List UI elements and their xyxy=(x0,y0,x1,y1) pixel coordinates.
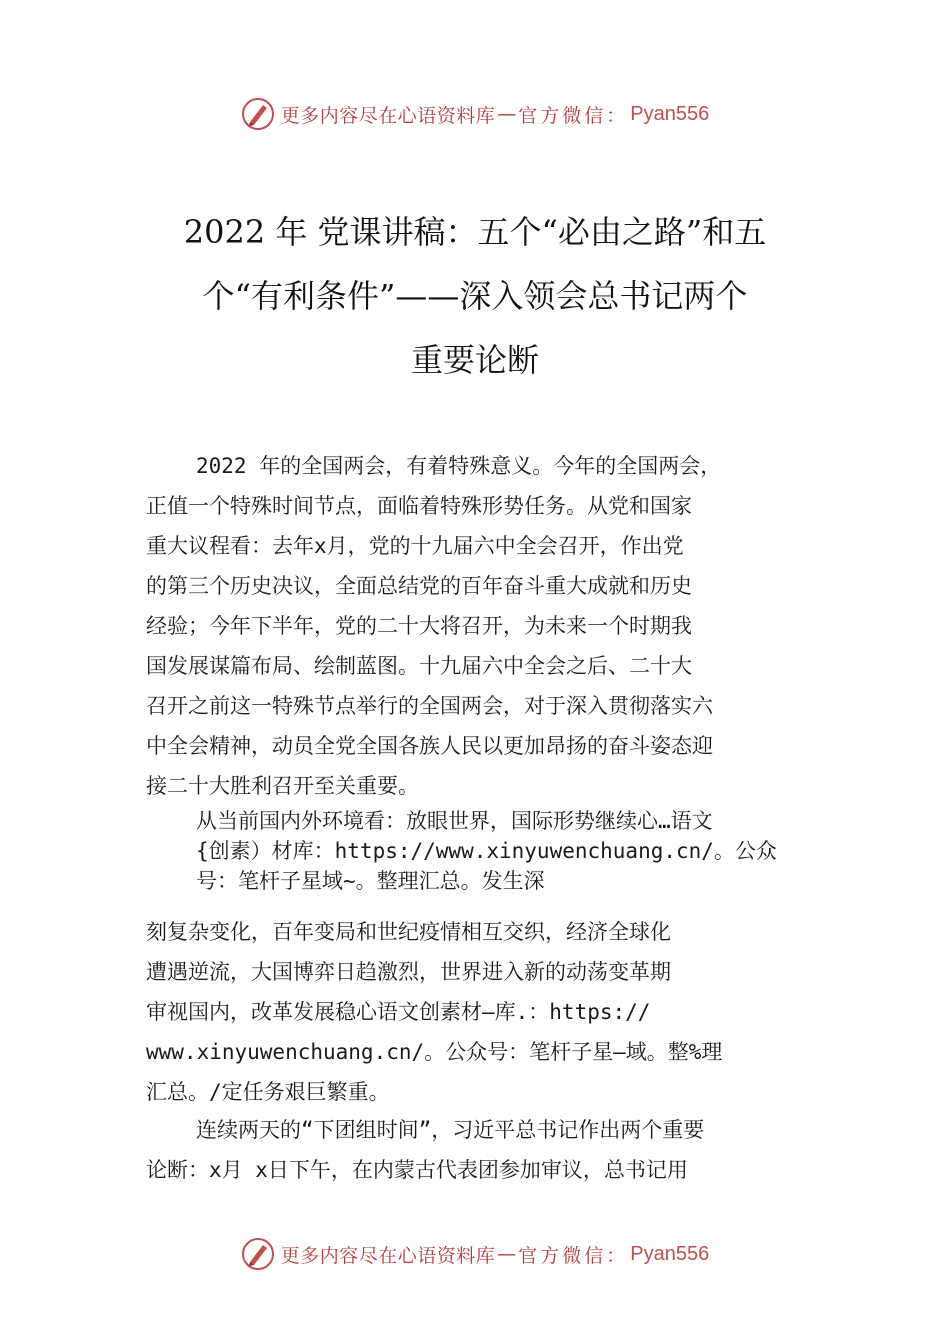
paragraph-2 xyxy=(196,806,886,896)
paragraph-line: 接二十大胜利召开至关重要。 xyxy=(146,774,419,798)
paragraph-line: 号：笔杆子星域~。整理汇总。发生深 xyxy=(196,869,545,893)
title-line: 2022 年 党课讲稿：五个“必由之路”和五 xyxy=(183,213,767,251)
paragraph-line: 遭遇逆流，大国博弈日趋激烈，世界进入新的动荡变革期 xyxy=(146,960,671,984)
wechat-id: Pyan556 xyxy=(630,1242,710,1265)
paragraph-line: 的第三个历史决议，全面总结党的百年奋斗重大成就和历史 xyxy=(146,574,692,598)
banner-text: 更多内容尽在心语资料库 xyxy=(280,1244,496,1267)
header-banner xyxy=(0,94,950,134)
paragraph-line: 论断：x月 x日下午，在内蒙古代表团参加审议，总书记用 xyxy=(146,1158,688,1182)
paragraph-line: 经验；今年下半年，党的二十大将召开，为未来一个时期我 xyxy=(146,614,692,638)
paragraph-line: 审视国内，改革发展稳心语文创素材—库.：https:// xyxy=(146,1000,651,1024)
title-line: 重要论断 xyxy=(410,341,539,379)
paragraph-3 xyxy=(146,912,836,1112)
paragraph-line: 汇总。/定任务艰巨繁重。 xyxy=(146,1080,390,1104)
paragraph-1 xyxy=(146,446,836,806)
banner-label: 官方微信： xyxy=(518,104,629,127)
banner-label: 官方微信： xyxy=(518,1244,629,1267)
document-title xyxy=(130,200,820,392)
paragraph-line: 从当前国内外环境看：放眼世界，国际形势继续心…语文 xyxy=(196,809,713,833)
footer-banner xyxy=(0,1234,950,1274)
paragraph-line: 召开之前这一特殊节点举行的全国两会，对于深入贯彻落实六 xyxy=(146,694,713,718)
paragraph-4 xyxy=(146,1110,836,1190)
banner-dash: — xyxy=(497,103,517,125)
wechat-id: Pyan556 xyxy=(630,102,710,125)
banner-text: 更多内容尽在心语资料库 xyxy=(280,104,496,127)
paragraph-line: www.xinyuwenchuang.cn/。公众号：笔杆子星—域。整%理 xyxy=(146,1040,723,1064)
paragraph-line: {创素）材库：https://www.xinyuwenchuang.cn/。公众 xyxy=(196,839,777,863)
paragraph-line: 刻复杂变化，百年变局和世纪疫情相互交织，经济全球化 xyxy=(146,920,671,944)
paragraph-line: 正值一个特殊时间节点，面临着特殊形势任务。从党和国家 xyxy=(146,494,692,518)
title-line: 个“有利条件”——深入领会总书记两个 xyxy=(202,277,748,315)
paragraph-line: 连续两天的“下团组时间”，习近平总书记作出两个重要 xyxy=(196,1118,705,1142)
paragraph-line: 2022 年的全国两会，有着特殊意义。今年的全国两会， xyxy=(196,454,722,478)
paragraph-line: 国发展谋篇布局、绘制蓝图。十九届六中全会之后、二十大 xyxy=(146,654,692,678)
paragraph-line: 重大议程看：去年x月，党的十九届六中全会召开，作出党 xyxy=(146,534,684,558)
paragraph-line: 中全会精神，动员全党全国各族人民以更加昂扬的奋斗姿态迎 xyxy=(146,734,713,758)
pen-logo-icon xyxy=(241,1237,275,1271)
pen-logo-icon xyxy=(241,97,275,131)
banner-dash: — xyxy=(497,1243,517,1265)
